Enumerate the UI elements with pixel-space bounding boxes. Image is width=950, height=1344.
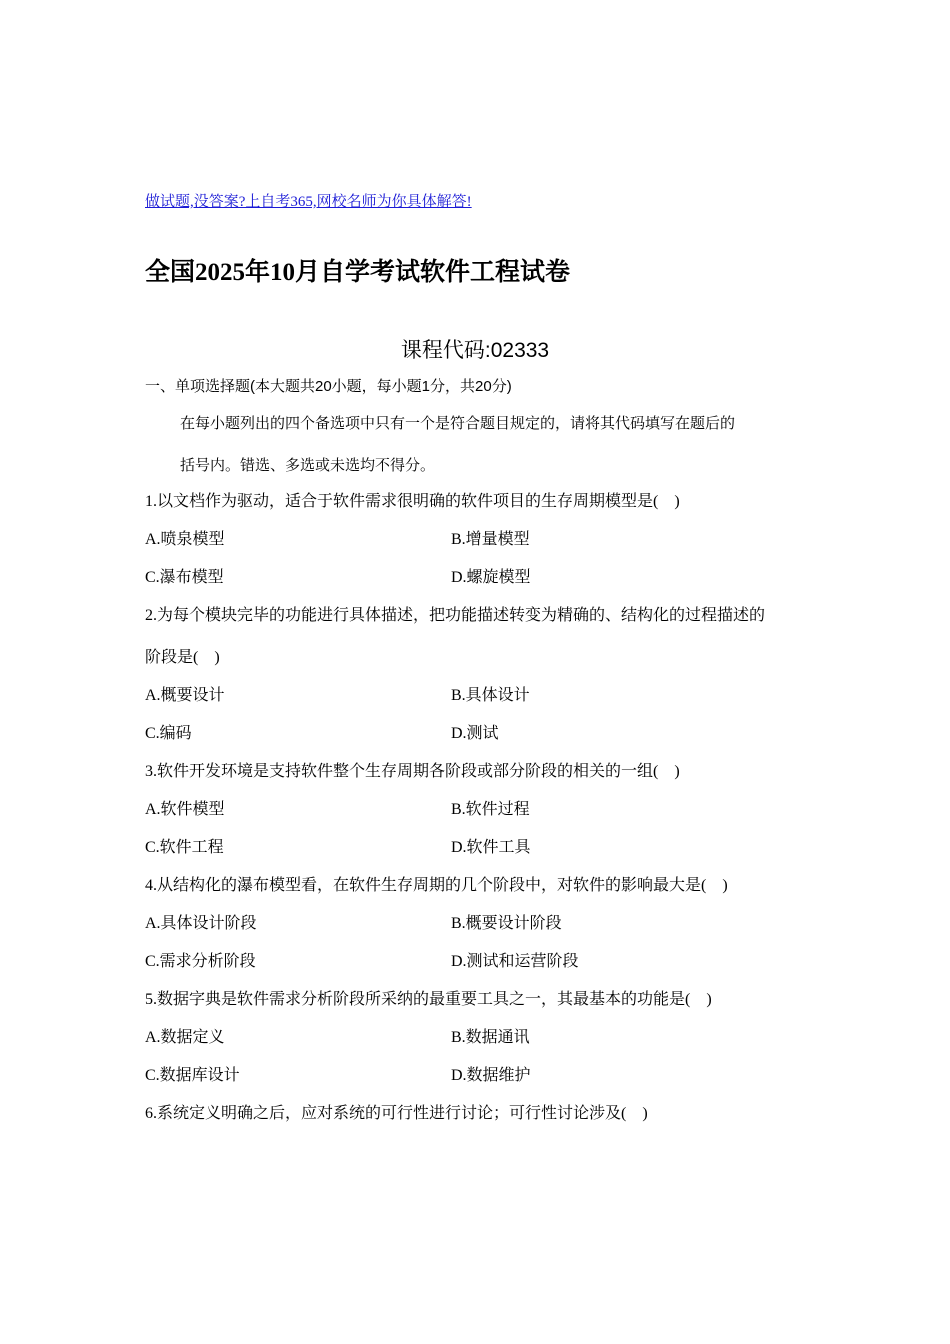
option-d: D.螺旋模型 bbox=[451, 569, 531, 586]
option-d: D.软件工具 bbox=[451, 839, 531, 856]
course-code: 课程代码:02333 bbox=[400, 339, 550, 362]
question-stem: 1.以文档作为驱动，适合于软件需求很明确的软件项目的生存周期模型是( ) bbox=[145, 493, 680, 510]
question-stem: 5.数据字典是软件需求分析阶段所采纳的最重要工具之一，其最基本的功能是( ) bbox=[145, 991, 712, 1008]
option-c: C.数据库设计 bbox=[145, 1067, 240, 1084]
option-b: B.概要设计阶段 bbox=[451, 915, 562, 932]
section-instruction: 在每小题列出的四个备选项中只有一个是符合题目规定的，请将其代码填写在题后的 bbox=[180, 415, 736, 432]
question-stem: 3.软件开发环境是支持软件整个生存周期各阶段或部分阶段的相关的一组( ) bbox=[145, 763, 680, 780]
question-stem: 6.系统定义明确之后，应对系统的可行性进行讨论；可行性讨论涉及( ) bbox=[145, 1105, 648, 1122]
page-title: 全国2025年10月自学考试软件工程试卷 bbox=[145, 259, 571, 286]
option-a: A.概要设计 bbox=[145, 687, 225, 704]
option-d: D.测试 bbox=[451, 725, 499, 742]
option-d: D.数据维护 bbox=[451, 1067, 531, 1084]
question-stem: 2.为每个模块完毕的功能进行具体描述，把功能描述转变为精确的、结构化的过程描述的 bbox=[145, 607, 766, 624]
option-a: A.数据定义 bbox=[145, 1029, 225, 1046]
section-instruction: 括号内。错选、多选或未选均不得分。 bbox=[180, 457, 436, 474]
section-heading: 一、单项选择题(本大题共20小题，每小题1分，共20分) bbox=[145, 378, 512, 395]
option-c: C.需求分析阶段 bbox=[145, 953, 256, 970]
option-b: B.增量模型 bbox=[451, 531, 530, 548]
option-a: A.喷泉模型 bbox=[145, 531, 225, 548]
option-b: B.数据通讯 bbox=[451, 1029, 530, 1046]
promo-link[interactable]: 做试题,没答案?上自考365,网校名师为你具体解答! bbox=[145, 194, 472, 210]
option-d: D.测试和运营阶段 bbox=[451, 953, 579, 970]
option-a: A.软件模型 bbox=[145, 801, 225, 818]
option-b: B.软件过程 bbox=[451, 801, 530, 818]
option-b: B.具体设计 bbox=[451, 687, 530, 704]
option-c: C.瀑布模型 bbox=[145, 569, 224, 586]
question-stem-continued: 阶段是( ) bbox=[145, 649, 220, 666]
option-a: A.具体设计阶段 bbox=[145, 915, 257, 932]
option-c: C.编码 bbox=[145, 725, 192, 742]
option-c: C.软件工程 bbox=[145, 839, 224, 856]
question-stem: 4.从结构化的瀑布模型看，在软件生存周期的几个阶段中，对软件的影响最大是( ) bbox=[145, 877, 728, 894]
